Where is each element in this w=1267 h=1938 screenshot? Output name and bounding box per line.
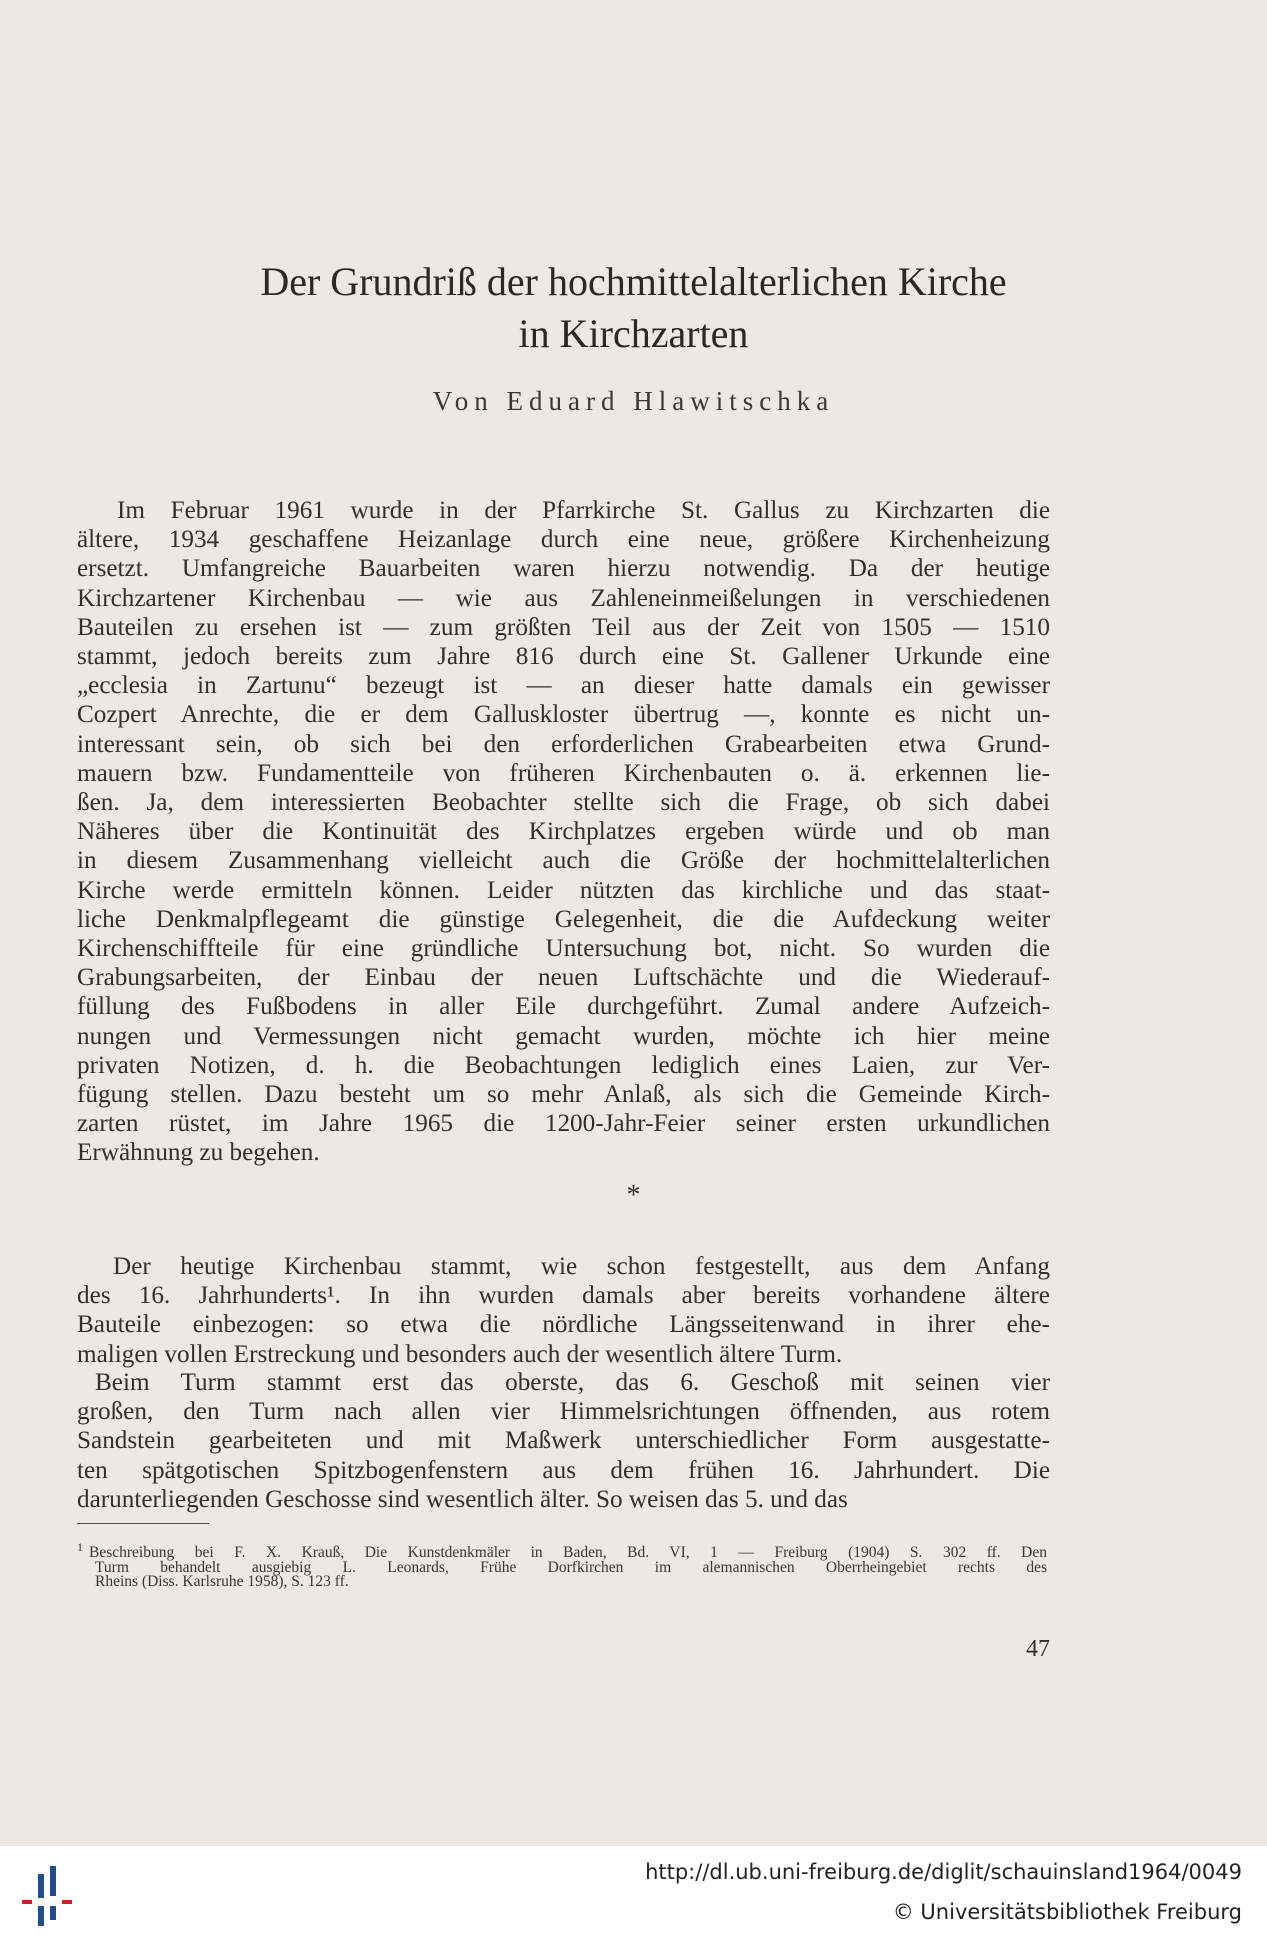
text-line: darunterliegenden Geschosse sind wesentlich älter. So weisen das 5. und das	[77, 1485, 848, 1513]
page-number: 47	[1026, 1636, 1050, 1662]
text-line: Grabungsarbeiten, der Einbau der neuen Luftschächte und die Wiederauf-	[77, 964, 1050, 992]
source-url-link[interactable]: http://dl.ub.uni-freiburg.de/diglit/schauinsland1964/0049	[645, 1860, 1242, 1884]
text-line: ten spätgotischen Spitzbogenfenstern aus dem frühen 16. Jahrhundert. Die	[77, 1456, 1050, 1484]
paragraph-1	[77, 496, 1050, 1168]
footnote-divider	[77, 1523, 209, 1524]
article-title-line-1: Der Grundriß der hochmittelalterlichen Kirche	[260, 259, 1007, 304]
footnote	[77, 1540, 1047, 1590]
text-line: Kirchzartener Kirchenbau — wie aus Zahleneinmeißelungen in verschiedenen	[77, 584, 1050, 612]
text-line: Bauteilen zu ersehen ist — zum größten Teil aus der Zeit von 1505 — 1510	[77, 613, 1050, 641]
text-line: Näheres über die Kontinuität des Kirchplatzes ergeben würde und ob man	[77, 818, 1050, 846]
footnote-line-text: Beschreibung bei F. X. Krauß, Die Kunstdenkmäler in Baden, Bd. VI, 1 — Freiburg (1904) S. 302 ff. Den	[89, 1544, 1047, 1562]
copyright-notice: © Universitätsbibliothek Freiburg	[892, 1900, 1242, 1924]
article-title-line-2: in Kirchzarten	[518, 311, 749, 356]
author-byline: Von Eduard Hlawitschka	[432, 386, 835, 416]
text-line: Kirche werde ermitteln können. Leider nützten das kirchliche und das staat-	[77, 876, 1050, 904]
text-line: ersetzt. Umfangreiche Bauarbeiten waren hierzu notwendig. Da der heutige	[77, 555, 1050, 583]
text-line: in diesem Zusammenhang vielleicht auch die Größe der hochmittelalterlichen	[77, 847, 1050, 875]
text-line: ältere, 1934 geschaffene Heizanlage durch eine neue, größere Kirchenheizung	[77, 526, 1050, 554]
text-line: ßen. Ja, dem interessierten Beobachter stellte sich die Frage, ob sich dabei	[77, 789, 1050, 817]
text-line: füllung des Fußbodens in aller Eile durchgeführt. Zumal andere Aufzeich-	[77, 993, 1050, 1021]
text-line: interessant sein, ob sich bei den erforderlichen Grabearbeiten etwa Grund-	[77, 730, 1050, 758]
footnote-number: 1	[77, 1540, 83, 1554]
footnote-line: Rheins (Diss. Karlsruhe 1958), S. 123 ff.	[95, 1573, 349, 1591]
text-line: Erwähnung zu begehen.	[77, 1139, 320, 1167]
text-line: maligen vollen Erstreckung und besonders auch der wesentlich ältere Turm.	[77, 1340, 843, 1368]
text-line: großen, den Turm nach allen vier Himmelsrichtungen öffnenden, aus rotem	[77, 1398, 1050, 1426]
text-line: nungen und Vermessungen nicht gemacht wurden, möchte ich hier meine	[77, 1022, 1050, 1050]
text-line: stammt, jedoch bereits zum Jahre 816 durch eine St. Gallener Urkunde eine	[77, 643, 1050, 671]
text-line: Cozpert Anrechte, die er dem Galluskloster übertrug —, konnte es nicht un-	[77, 701, 1050, 729]
text-line: mauern bzw. Fundamentteile von früheren Kirchenbauten o. ä. erkennen lie-	[77, 759, 1050, 787]
text-line: Beim Turm stammt erst das oberste, das 6. Geschoß mit seinen vier	[95, 1369, 1050, 1396]
section-separator: *	[626, 1180, 641, 1211]
text-line: zarten rüstet, im Jahre 1965 die 1200-Jahr-Feier seiner ersten urkundlichen	[77, 1110, 1050, 1138]
library-logo-icon	[22, 1866, 82, 1926]
text-line: Im Februar 1961 wurde in der Pfarrkirche St. Gallus zu Kirchzarten die	[117, 497, 1050, 524]
text-line: Bauteile einbezogen: so etwa die nördliche Längsseitenwand in ihrer ehe-	[77, 1311, 1050, 1339]
footer-bar	[0, 1846, 1267, 1938]
text-line: privaten Notizen, d. h. die Beobachtungen lediglich eines Laien, zur Ver-	[77, 1051, 1050, 1079]
text-line: Der heutige Kirchenbau stammt, wie schon festgestellt, aus dem Anfang	[113, 1253, 1050, 1280]
footnote-line: Turm behandelt ausgiebig L. Leonards, Frühe Dorfkirchen im alemannischen Oberrheingebiet rechts des	[95, 1558, 1047, 1576]
paragraph-3	[77, 1368, 1050, 1514]
text-line: des 16. Jahrhunderts¹. In ihn wurden damals aber bereits vorhandene ältere	[77, 1282, 1050, 1310]
paragraph-2	[77, 1252, 1050, 1369]
text-line: liche Denkmalpflegeamt die günstige Gelegenheit, die die Aufdeckung weiter	[77, 905, 1050, 933]
footnote-text	[77, 1540, 1047, 1590]
text-line: Kirchenschiffteile für eine gründliche Untersuchung bot, nicht. So wurden die	[77, 935, 1050, 963]
text-line: Sandstein gearbeiteten und mit Maßwerk unterschiedlicher Form ausgestatte-	[77, 1427, 1050, 1455]
text-line: „ecclesia in Zartunu“ bezeugt ist — an dieser hatte damals ein gewisser	[77, 672, 1050, 700]
footnote-line	[77, 1540, 1047, 1561]
text-line: fügung stellen. Dazu besteht um so mehr Anlaß, als sich die Gemeinde Kirch-	[77, 1081, 1050, 1109]
